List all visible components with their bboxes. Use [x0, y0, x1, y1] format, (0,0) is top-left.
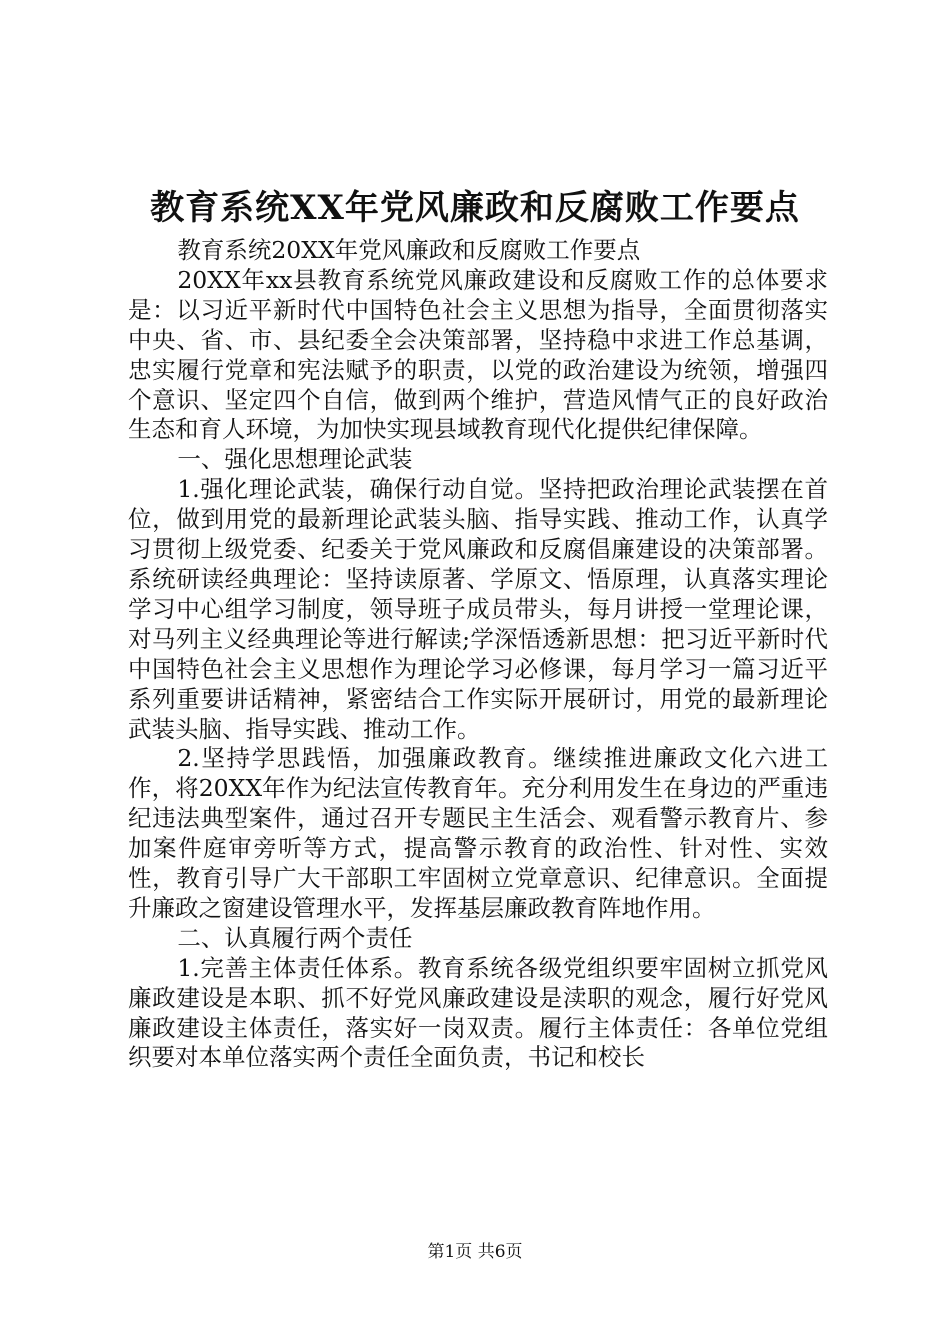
section-heading-1: 一、强化思想理论武装 — [177, 445, 413, 474]
paragraph-1-2: 2.坚持学思践悟，加强廉政教育。继续推进廉政文化六进工作，将20XX年作为纪法宣传教育年。充分利用发生在身边的严重违纪违法典型案件，通过召开专题民主生活会、观看警示教育片、参加案件庭审旁听等方式，提高警示教育的政治性、针对性、实效性，教育引导广大干部职工牢固树立党章意识、纪律意识。全面提升廉政之窗建设管理水平，发挥基层廉政教育阵地作用。 — [128, 744, 828, 922]
document-body — [128, 236, 828, 1073]
page-number-footer: 第1页 共6页 — [427, 1242, 523, 1262]
paragraph-overall-requirements: 20XX年xx县教育系统党风廉政建设和反腐败工作的总体要求是：以习近平新时代中国特色社会主义思想为指导，全面贯彻落实中央、省、市、县纪委全会决策部署，坚持稳中求进工作总基调，忠实履行党章和宪法赋予的职责，以党的政治建设为统领，增强四个意识、坚定四个自信，做到两个维护，营造风情气正的良好政治生态和育人环境，为加快实现县域教育现代化提供纪律保障。 — [128, 265, 828, 444]
paragraph-2-1: 1.完善主体责任体系。教育系统各级党组织要牢固树立抓党风廉政建设是本职、抓不好党风廉政建设是渎职的观念，履行好党风廉政建设主体责任，落实好一岗双责。履行主体责任：各单位党组织要对本单位落实两个责任全面负责，书记和校长 — [128, 953, 828, 1072]
document-subtitle: 教育系统20XX年党风廉政和反腐败工作要点 — [177, 236, 641, 264]
section-heading-2: 二、认真履行两个责任 — [177, 923, 413, 952]
paragraph-1-1: 1.强化理论武装，确保行动自觉。坚持把政治理论武装摆在首位，做到用党的最新理论武装头脑、指导实践、推动工作，认真学习贯彻上级党委、纪委关于党风廉政和反腐倡廉建设的决策部署。系统研读经典理论：坚持读原著、学原文、悟原理，认真落实理论学习中心组学习制度，领导班子成员带头，每月讲授一堂理论课，对马列主义经典理论等进行解读;学深悟透新思想：把习近平新时代中国特色社会主义思想作为理论学习必修课，每月学习一篇习近平系列重要讲话精神，紧密结合工作实际开展研讨，用党的最新理论武装头脑、指导实践、推动工作。 — [128, 475, 828, 743]
document-title: 教育系统XX年党风廉政和反腐败工作要点 — [150, 188, 800, 228]
